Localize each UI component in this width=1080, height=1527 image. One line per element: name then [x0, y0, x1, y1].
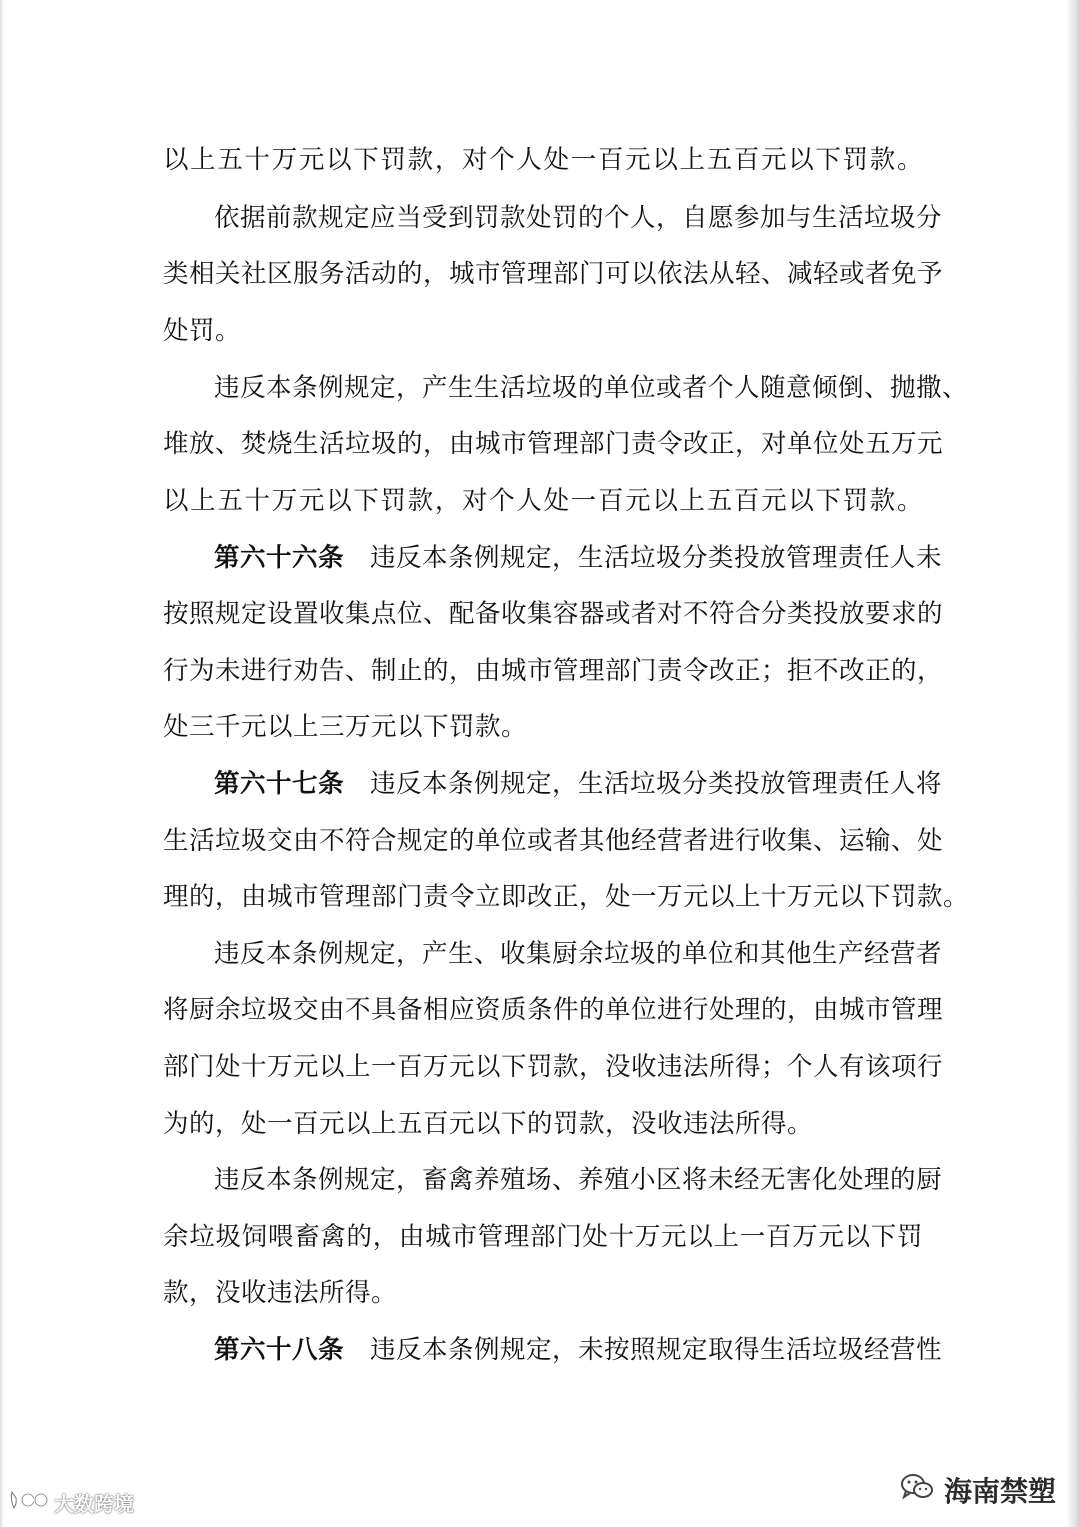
article-68-line: [214, 1322, 943, 1378]
text-line: 生活垃圾交由不符合规定的单位或者其他经营者进行收集、运输、处: [163, 826, 944, 856]
text-fragment: 违反本条例规定，生活垃圾分类投放管理责任人未: [370, 543, 943, 573]
article-66-line: [214, 530, 943, 586]
text-fragment: 违反本条例规定，生活垃圾分类投放管理责任人将: [370, 769, 943, 799]
watermark-left: [8, 1487, 134, 1517]
watermark-left-text: 大数跨境: [54, 1491, 134, 1516]
text-line: 为的，处一百元以上五百元以下的罚款，没收违法所得。: [163, 1109, 814, 1139]
text-line: 款，没收违法所得。: [163, 1278, 398, 1308]
text-line: 将厨余垃圾交由不具备相应资质条件的单位进行处理的，由城市管理: [163, 995, 944, 1025]
watermark-right: [900, 1470, 1056, 1510]
article-number: 第六十八条: [214, 1335, 345, 1365]
article-number: 第六十七条: [214, 769, 345, 799]
text-line: 余垃圾饲喂畜禽的，由城市管理部门处十万元以上一百万元以下罚: [163, 1222, 923, 1252]
page-edge-left: [0, 0, 4, 1527]
text-line: 违反本条例规定，产生、收集厨余垃圾的单位和其他生产经营者: [214, 939, 943, 969]
text-line: 依据前款规定应当受到罚款处罚的个人，自愿参加与生活垃圾分: [214, 203, 943, 233]
wechat-icon: [900, 1472, 934, 1509]
text-line: 行为未进行劝告、制止的，由城市管理部门责令改正；拒不改正的，: [163, 656, 944, 686]
text-line: 处罚。: [163, 316, 242, 346]
text-line: 部门处十万元以上一百万元以下罚款，没收违法所得；个人有该项行: [163, 1052, 944, 1082]
article-number: 第六十六条: [214, 543, 345, 573]
article-67-line: [214, 756, 943, 812]
text-line: 以上五十万元以下罚款，对个人处一百元以上五百元以下罚款。: [163, 145, 923, 175]
page-edge-right: [1066, 0, 1080, 1527]
text-line: 堆放、焚烧生活垃圾的，由城市管理部门责令改正，对单位处五万元: [163, 429, 944, 459]
text-line: 违反本条例规定，产生生活垃圾的单位或者个人随意倾倒、抛撒、: [214, 373, 969, 403]
text-line: 理的，由城市管理部门责令立即改正，处一万元以上十万元以下罚款。: [163, 882, 970, 912]
text-line: 类相关社区服务活动的，城市管理部门可以依法从轻、减轻或者免予: [163, 259, 944, 289]
text-line: 以上五十万元以下罚款，对个人处一百元以上五百元以下罚款。: [163, 486, 923, 516]
text-line: 处三千元以上三万元以下罚款。: [163, 712, 528, 742]
logo-mark-icon: [8, 1488, 50, 1517]
text-fragment: 违反本条例规定，未按照规定取得生活垃圾经营性: [370, 1335, 943, 1365]
text-line: 违反本条例规定，畜禽养殖场、养殖小区将未经无害化处理的厨: [214, 1165, 943, 1195]
watermark-right-text: 海南禁塑: [944, 1475, 1057, 1508]
text-line: 按照规定设置收集点位、配备收集容器或者对不符合分类投放要求的: [163, 599, 944, 629]
